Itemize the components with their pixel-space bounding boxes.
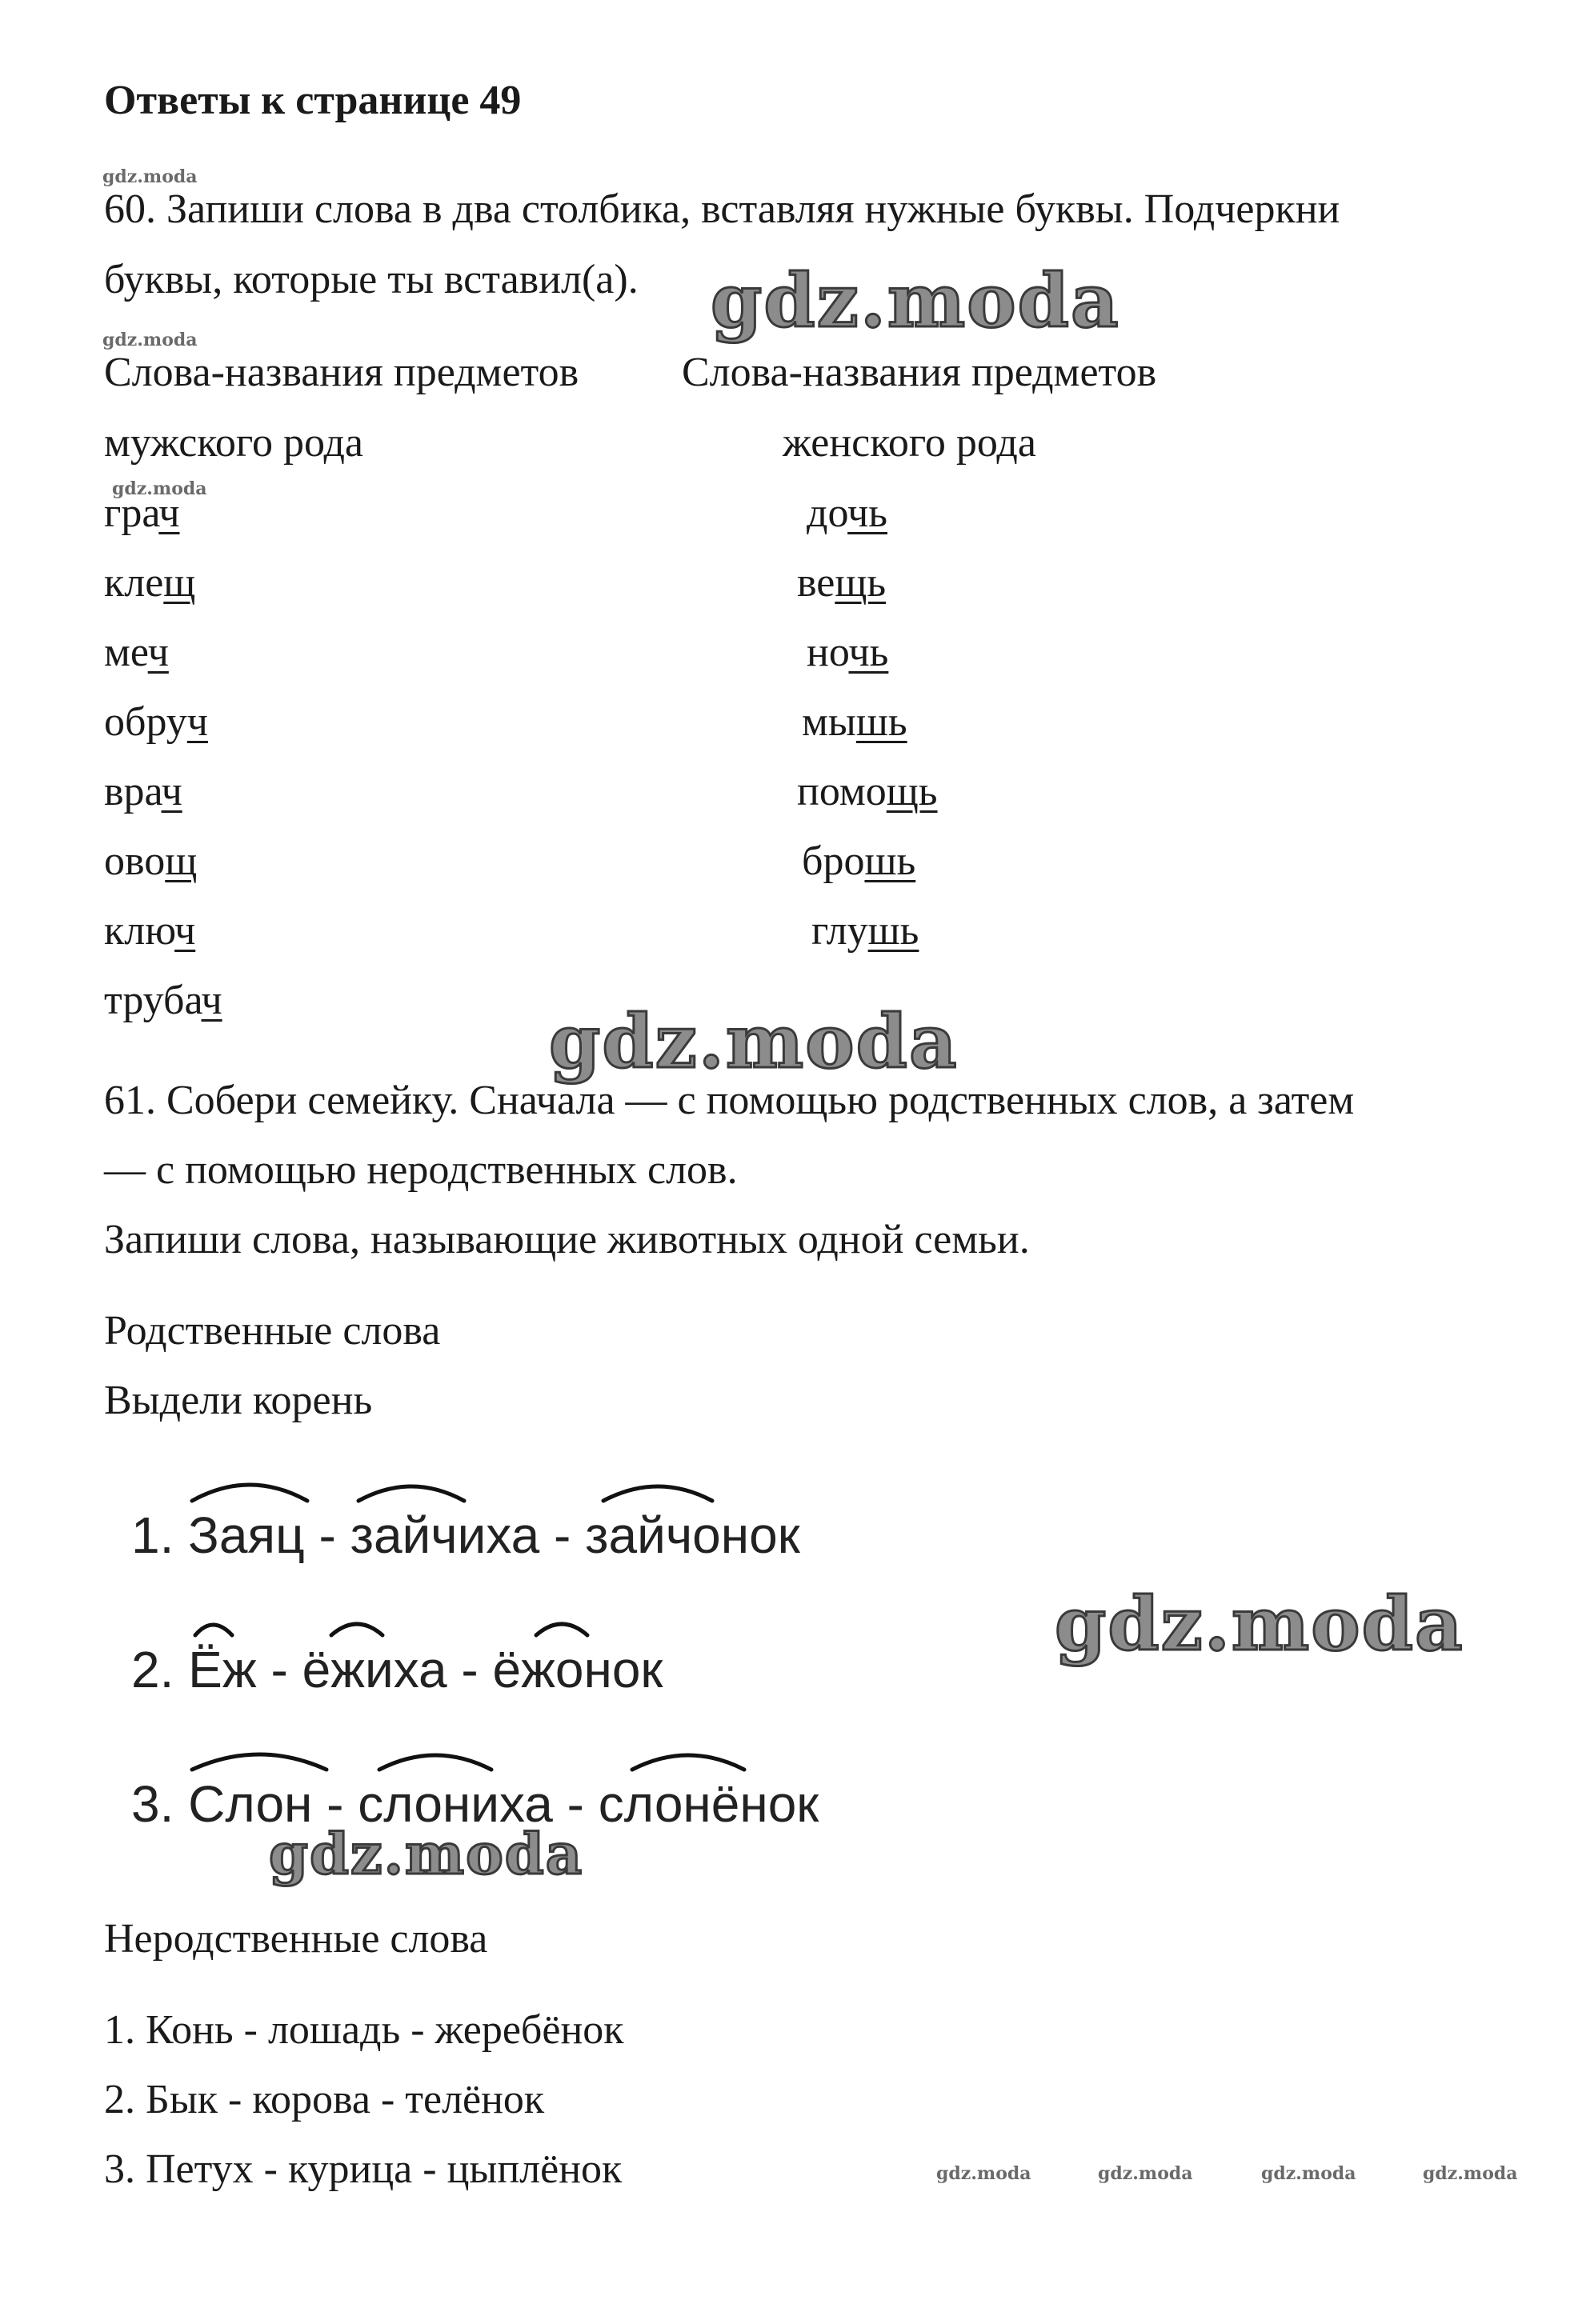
family-word: зайчонок — [585, 1506, 800, 1564]
ex60-right-header-1: Слова-названия предметов — [682, 350, 1157, 395]
root-arc — [331, 1624, 382, 1635]
ex61-task-line-1: 61. Собери семейку. Сначала — с помощью родственных слов, а затем — [104, 1078, 1355, 1123]
feminine-word: дочь — [807, 490, 887, 536]
watermark-small: gdz.moda — [936, 2163, 1031, 2184]
inserted-letter: ч — [147, 630, 169, 675]
root-arc — [195, 1625, 232, 1635]
masculine-word: обруч — [104, 699, 208, 745]
ex61-task-line-2: — с помощью неродственных слов. — [104, 1147, 738, 1193]
root-arc — [536, 1624, 587, 1635]
inserted-letter: ч — [161, 769, 182, 814]
masculine-word: грач — [104, 490, 180, 536]
unrelated-family: 2. Бык - корова - телёнок — [104, 2077, 545, 2122]
inserted-letter: щ — [163, 560, 196, 606]
family-word: Заяц — [188, 1506, 305, 1564]
watermark-large: gdz.moda — [711, 258, 1120, 344]
watermark-small: gdz.moda — [112, 478, 207, 499]
inserted-letter: чь — [847, 490, 887, 536]
root-hint: Выдели корень — [104, 1378, 373, 1423]
feminine-word: помощь — [797, 769, 938, 814]
inserted-letter: ч — [158, 490, 180, 536]
masculine-word: меч — [104, 630, 169, 675]
family-word: Ёж — [188, 1641, 257, 1698]
ex60-task-line-2: буквы, которые ты вставил(а). — [104, 257, 639, 302]
masculine-word: овощ — [104, 838, 198, 884]
family-word: Слон — [188, 1775, 313, 1833]
family-word: слониха — [358, 1775, 553, 1833]
watermark-small: gdz.moda — [1098, 2163, 1193, 2184]
watermark-small: gdz.moda — [102, 166, 198, 187]
feminine-word: брошь — [802, 838, 916, 884]
inserted-letter: ч — [174, 908, 196, 954]
ex60-right-header-2: женского рода — [783, 420, 1036, 466]
inserted-letter: чь — [848, 630, 889, 675]
feminine-word: ночь — [807, 630, 889, 675]
masculine-word: врач — [104, 769, 182, 814]
related-words-heading: Родственные слова — [104, 1308, 441, 1354]
root-arc — [358, 1486, 464, 1501]
watermark-large: gdz.moda — [549, 998, 959, 1085]
watermark-small: gdz.moda — [102, 330, 198, 350]
inserted-letter: щь — [835, 560, 887, 606]
inserted-letter: ч — [201, 978, 222, 1023]
unrelated-words-heading: Неродственные слова — [104, 1916, 488, 1962]
root-arc — [192, 1485, 307, 1501]
root-arc — [192, 1754, 326, 1770]
masculine-word: ключ — [104, 908, 196, 954]
watermark-large: gdz.moda — [269, 1821, 584, 1887]
unrelated-family: 3. Петух - курица - цыплёнок — [104, 2146, 623, 2192]
inserted-letter: шь — [855, 699, 907, 745]
unrelated-family: 1. Конь - лошадь - жеребёнок — [104, 2007, 624, 2053]
inserted-letter: ч — [186, 699, 208, 745]
root-arc — [632, 1755, 744, 1770]
inserted-letter: щь — [886, 769, 938, 814]
watermark-large: gdz.moda — [1055, 1581, 1464, 1667]
feminine-word: мышь — [802, 699, 907, 745]
family-word: зайчиха — [350, 1506, 540, 1564]
ex60-task-line-1: 60. Запиши слова в два столбика, вставляя нужные буквы. Подчеркни — [104, 186, 1340, 232]
family-word: ёжиха — [302, 1641, 447, 1698]
masculine-word: трубач — [104, 978, 222, 1023]
inserted-letter: щ — [165, 838, 198, 884]
related-family-3: 3. Слон - слониха - слонёнок — [131, 1775, 819, 1833]
watermark-small: gdz.moda — [1423, 2163, 1518, 2184]
inserted-letter: шь — [864, 838, 916, 884]
page-title: Ответы к странице 49 — [104, 78, 522, 123]
masculine-word: клещ — [104, 560, 196, 606]
ex61-task-line-3: Запиши слова, называющие животных одной семьи. — [104, 1217, 1030, 1262]
watermark-small: gdz.moda — [1261, 2163, 1356, 2184]
root-arc — [603, 1486, 712, 1501]
family-word: ёжонок — [492, 1641, 663, 1698]
root-arc — [379, 1755, 491, 1770]
family-word: слонёнок — [598, 1775, 819, 1833]
ex60-left-header-1: Слова-названия предметов — [104, 350, 579, 395]
feminine-word: глушь — [811, 908, 919, 954]
inserted-letter: шь — [867, 908, 919, 954]
related-family-2: 2. Ёж - ёжиха - ёжонок — [131, 1641, 663, 1698]
ex60-left-header-2: мужского рода — [104, 420, 363, 466]
related-family-1: 1. Заяц - зайчиха - зайчонок — [131, 1506, 800, 1564]
feminine-word: вещь — [797, 560, 887, 606]
